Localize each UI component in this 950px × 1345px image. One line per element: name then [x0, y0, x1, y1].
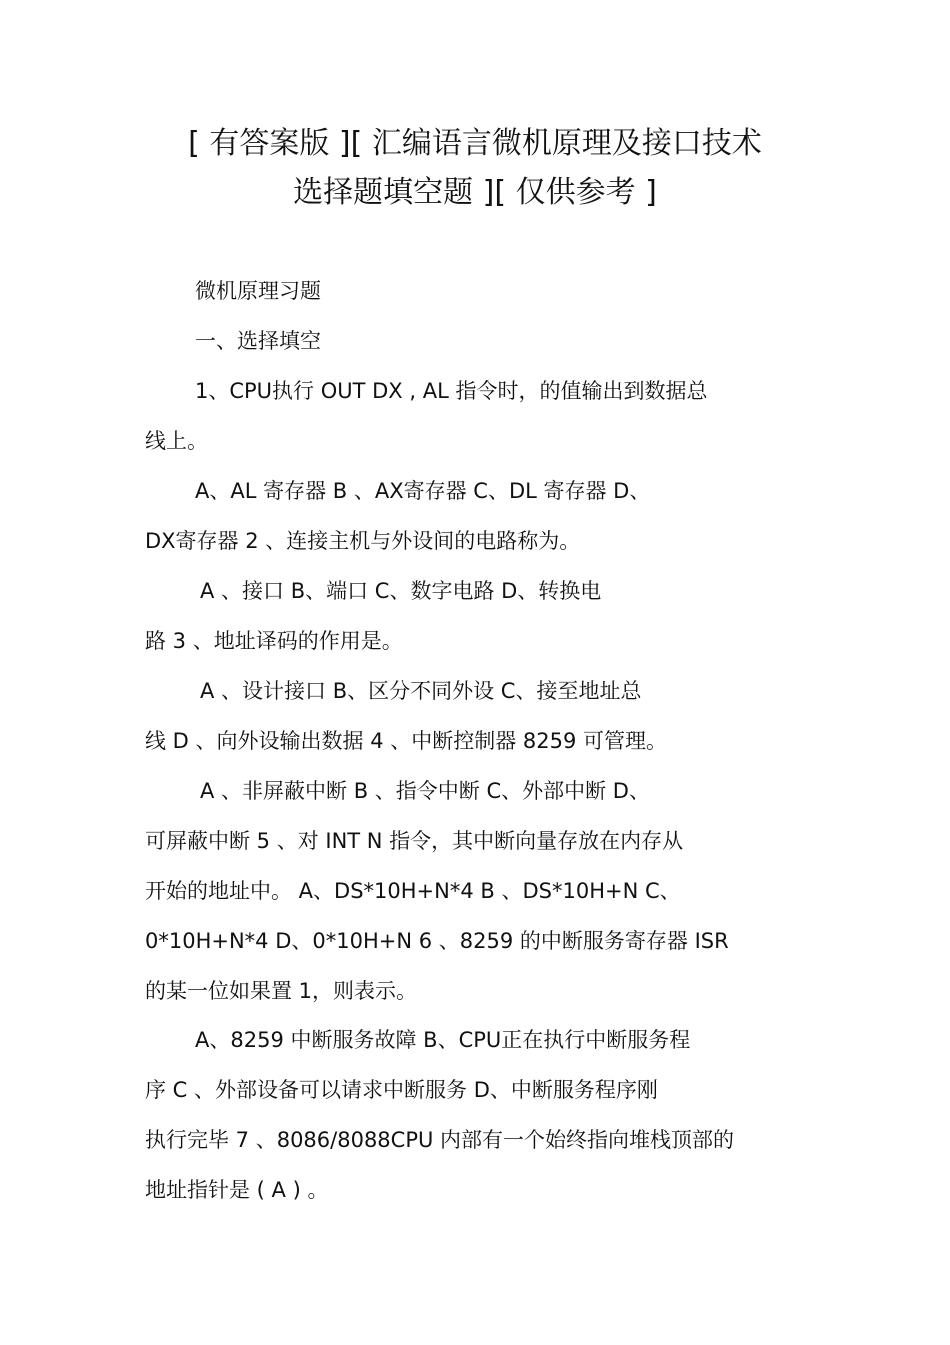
body-line: 1、CPU执行 OUT DX , AL 指令时，的值输出到数据总: [195, 379, 708, 403]
body-line: DX寄存器 2 、连接主机与外设间的电路称为。: [145, 529, 581, 553]
body-line: A 、非屏蔽中断 B 、指令中断 C、外部中断 D、: [200, 779, 650, 803]
body-line: 路 3 、地址译码的作用是。: [145, 629, 403, 653]
body-line: 0*10H+N*4 D、0*10H+N 6 、8259 的中断服务寄存器 ISR: [145, 929, 729, 953]
body-line: 执行完毕 7 、8086/8088CPU 内部有一个始终指向堆栈顶部的: [145, 1128, 735, 1152]
body-line: 的某一位如果置 1，则表示。: [145, 979, 418, 1003]
subsection-title: 一、选择填空: [195, 329, 321, 353]
body-line: 可屏蔽中断 5 、对 INT N 指令，其中断向量存放在内存从: [145, 829, 684, 853]
body-line: A、AL 寄存器 B 、AX寄存器 C、DL 寄存器 D、: [195, 479, 651, 503]
body-line: 线上。: [145, 429, 208, 453]
body-line: 地址指针是 ( A ) 。: [145, 1178, 329, 1202]
document-title-line-1: [ 有答案版 ][ 汇编语言微机原理及接口技术: [188, 126, 762, 161]
body-line: A 、接口 B、端口 C、数字电路 D、转换电: [200, 579, 602, 603]
body-line: A、8259 中断服务故障 B、CPU正在执行中断服务程: [195, 1028, 691, 1052]
section-title: 微机原理习题: [195, 279, 321, 303]
body-line: 序 C 、外部设备可以请求中断服务 D、中断服务程序刚: [145, 1078, 658, 1102]
body-line: 线 D 、向外设输出数据 4 、中断控制器 8259 可管理。: [145, 729, 668, 753]
body-line: 开始的地址中。 A、DS*10H+N*4 B 、DS*10H+N C、: [145, 879, 681, 903]
document-title-line-2: 选择题填空题 ][ 仅供参考 ]: [293, 175, 657, 210]
body-line: A 、设计接口 B、区分不同外设 C、接至地址总: [200, 679, 642, 703]
